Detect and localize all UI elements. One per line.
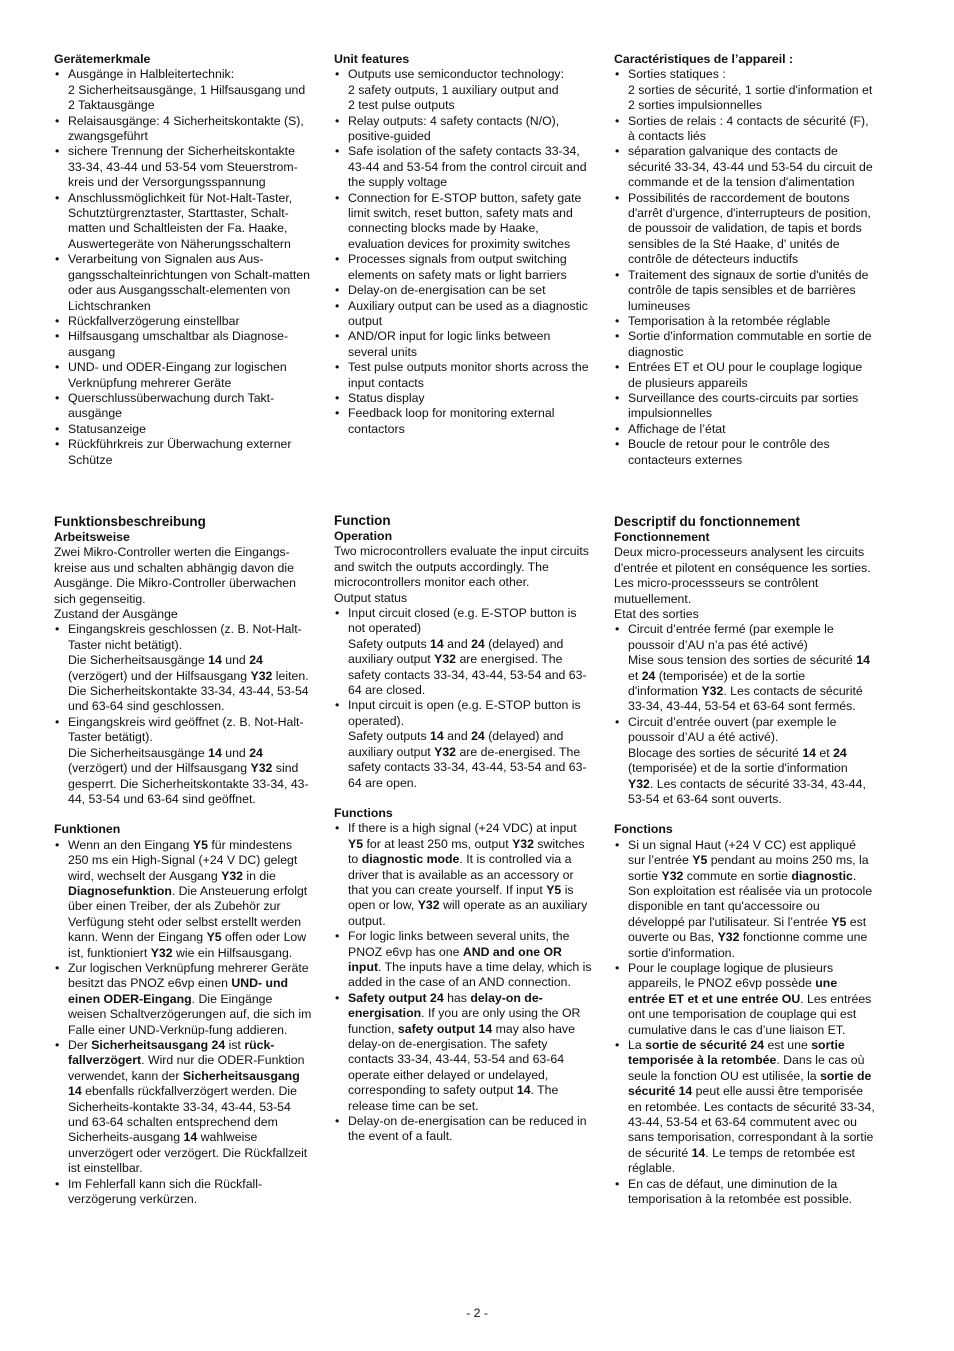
section-title: Function [334,513,391,528]
list-item: • séparation galvanique des contacts de sécurité 33-34, 43-44 und 53-54 du circuit de commande et de la tension d'alimentation [614,144,876,190]
column-en [334,52,592,437]
list-item: • Eingangskreis wird geöffnet (z. B. Not-Halt-Taster betätigt). Die Sicherheitsausgänge 14 und 24 (verzögert) und der Hilfsausgang Y32 sind gesperrt. Die Sicherheitskontakte 33-34, 43-44, 53-54 und 63-64 sind geöffnet. [54,715,312,807]
list-item: • Relaisausgänge: 4 Sicherheitskontakte (S), zwangsgeführt [54,114,312,145]
list-item: • Boucle de retour pour le contrôle des contacteurs externes [614,437,876,468]
list-item: • Rückfallverzögerung einstellbar [54,314,312,329]
list-item: • sichere Trennung der Sicherheitskontakte 33-34, 43-44 und 53-54 vom Steuerstrom-kreis und der Versorgungsspannung [54,144,312,190]
list-item: • UND- und ODER-Eingang zur logischen Verknüpfung mehrerer Geräte [54,360,312,391]
list-item: • Circuit d’entrée fermé (par exemple le poussoir d’AU n’a pas été activé) Mise sous tension des sorties de sécurité 14 et 24 (temporisée) et de la sortie d'information Y32. Les contacts de sécurité 33-34, 43-44, 53-54 et 63-64 sont fermés. [614,622,876,714]
list-item: • Si un signal Haut (+24 V CC) est appliqué sur l’entrée Y5 pendant au moins 250 ms, la sortie Y32 commute en sortie diagnostic. Son exploitation est réalisée via un protocole disponible en tant qu'accessoire ou développé par l'utilisateur. Si l’entrée Y5 est ouverte ou Bas, Y32 fonctionne comme une sortie d'information. [614,838,876,961]
list-item: • Test pulse outputs monitor shorts across the input contacts [334,360,592,391]
list-item: • Sortie d'information commutable en sortie de diagnostic [614,329,876,360]
list-item: • Possibilités de raccordement de boutons d'arrêt d'urgence, d'interrupteurs de position, de poussoir de validation, de tapis et bords sensibles de la Sté Haake, d' unités de contrôle de détecteurs inductifs [614,191,876,268]
list-item: • Input circuit closed (e.g. E-STOP button is not operated) Safety outputs 14 and 24 (delayed) and auxiliary output Y32 are energised. The safety contacts 33-34, 43-44, 53-54 and 63-64 are closed. [334,606,592,698]
list-item: • Safety output 24 has delay-on de-energisation. If you are only using the OR function, safety output 14 may also have delay-on de-energisation. The safety contacts 33-34, 43-44, 53-54 and 63-64 operate either delayed or undelayed, corresponding to safety output 14. The release time can be set. [334,991,592,1114]
function-section-en [334,513,592,1145]
list-item: • AND/OR input for logic links between several units [334,329,592,360]
features-list [614,67,876,468]
outputs-state-label: Etat des sorties [614,607,699,622]
list-item: • Sorties de relais : 4 contacts de sécurité (F), à contacts liés [614,114,876,145]
function-section-de [54,514,312,1207]
list-item: • Zur logischen Verknüpfung mehrerer Geräte besitzt das PNOZ e6vp einen UND- und einen ODER-Eingang. Die Eingänge weisen Schaltverzögerungen auf, die sich im Falle einer UND-Verknüp-fung addieren. [54,961,312,1038]
function-section-fr [614,514,876,1207]
list-item: • Hilfsausgang umschaltbar als Diagnose-ausgang [54,329,312,360]
list-item: • Statusanzeige [54,422,312,437]
section-title: Descriptif du fonctionnement [614,514,800,529]
list-item: • En cas de défaut, une diminution de la temporisation à la retombée est possible. [614,1177,876,1208]
operation-title: Operation [334,529,393,543]
list-item: • Delay-on de-energisation can be reduced in the event of a fault. [334,1114,592,1145]
list-item: • Rückführkreis zur Überwachung externer Schütze [54,437,312,468]
list-item: • Im Fehlerfall kann sich die Rückfall-verzögerung verkürzen. [54,1177,312,1208]
outputs-state-label: Output status [334,590,408,605]
features-list [54,67,312,468]
list-item: • Auxiliary output can be used as a diagnostic output [334,299,592,330]
functions-list [334,821,592,1145]
list-item: • Surveillance des courts-circuits par sorties impulsionnelles [614,391,876,422]
list-item: • La sortie de sécurité 24 est une sortie temporisée à la retombée. Dans le cas où seule la fonction OU est utilisée, la sortie de sécurité 14 peut elle aussi être temporisée en retombée. Les contacts de sécurité 33-34, 43-44, 53-54 et 63-64 commutent avec ou sans temporisation, correspondant à la sortie de sécurité 14. Le temps de retombée est réglable. [614,1038,876,1177]
list-item: • Querschlussüberwachung durch Takt-ausgänge [54,391,312,422]
features-title: Gerätemerkmale [54,52,151,66]
features-title: Caractéristiques de l’appareil : [614,52,794,66]
list-item: • Outputs use semiconductor technology: 2 safety outputs, 1 auxiliary output and 2 test pulse outputs [334,67,592,113]
list-item: • Temporisation à la retombée réglable [614,314,876,329]
list-item: • Sorties statiques : 2 sorties de sécurité, 1 sortie d'information et 2 sorties impulsionnelles [614,67,876,113]
list-item: • Input circuit is open (e.g. E-STOP button is operated). Safety outputs 14 and 24 (delayed) and auxiliary output Y32 are de-energised. The safety contacts 33-34, 43-44, 53-54 and 63-64 are open. [334,698,592,790]
outputs-state-label: Zustand der Ausgänge [54,607,178,622]
list-item: • Eingangskreis geschlossen (z. B. Not-Halt-Taster nicht betätigt). Die Sicherheitsausgänge 14 und 24 (verzögert) und der Hilfsausgang Y32 leiten. Die Sicherheitskontakte 33-34, 43-44, 53-54 und 63-64 sind geschlossen. [54,622,312,714]
operation-text: Zwei Mikro-Controller werten die Eingangs-kreise aus und schalten abhängig davon die Ausgänge. Die Mikro-Controller überwachen sich gegenseitig. [54,545,296,606]
list-item: • Anschlussmöglichkeit für Not-Halt-Taster, Schutztürgrenztaster, Starttaster, Schalt-matten und Schaltleisten der Fa. Haake, Auswertegeräte von Näherungsschaltern [54,191,312,253]
list-item: • Ausgänge in Halbleitertechnik: 2 Sicherheitsausgänge, 1 Hilfsausgang und 2 Taktausgänge [54,67,312,113]
features-list [334,67,592,437]
functions-title: Funktionen [54,822,121,837]
operation-text: Deux micro-processeurs analysent les circuits d'entrée et pilotent en conséquence les sorties. Les micro-processseurs se contrôlent mutuellement. [614,545,871,606]
state-list [54,622,312,807]
features-title: Unit features [334,52,410,66]
column-fr [614,52,876,468]
list-item: • Safe isolation of the safety contacts 33-34, 43-44 and 53-54 from the control circuit and the supply voltage [334,144,592,190]
list-item: • Delay-on de-energisation can be set [334,283,592,298]
operation-title: Arbeitsweise [54,530,130,544]
list-item: • Relay outputs: 4 safety contacts (N/O), positive-guided [334,114,592,145]
list-item: • If there is a high signal (+24 VDC) at input Y5 for at least 250 ms, output Y32 switches to diagnostic mode. It is controlled via a driver that is available as an accessory or that you can create yourself. If input Y5 is open or low, Y32 will operate as an auxiliary output. [334,821,592,929]
functions-title: Fonctions [614,822,673,837]
functions-list [54,838,312,1208]
list-item: • Connection for E-STOP button, safety gate limit switch, reset button, safety mats and connecting blocks made by Haake, evaluation devices for proximity switches [334,191,592,253]
list-item: • Der Sicherheitsausgang 24 ist rück-fallverzögert. Wird nur die ODER-Funktion verwendet, kann der Sicherheitsausgang 14 ebenfalls rückfallverzögert werden. Die Sicherheits-kontakte 33-34, 43-44, 53-54 und 63-64 schalten entsprechend dem Sicherheits-ausgang 14 wahlweise unverzögert oder verzögert. Die Rückfallzeit ist einstellbar. [54,1038,312,1177]
list-item: • Affichage de l’état [614,422,876,437]
functions-list [614,838,876,1208]
list-item: • For logic links between several units, the PNOZ e6vp has one AND and one OR input. The inputs have a time delay, which is added in the case of an AND connection. [334,929,592,991]
list-item: • Status display [334,391,592,406]
functions-title: Functions [334,805,393,820]
list-item: • Processes signals from output switching elements on safety mats or light barriers [334,252,592,283]
operation-title: Fonctionnement [614,530,710,544]
operation-text: Two microcontrollers evaluate the input circuits and switch the outputs accordingly. The microcontrollers monitor each other. [334,544,589,590]
state-list [334,606,592,791]
list-item: • Wenn an den Eingang Y5 für mindestens 250 ms ein High-Signal (+24 V DC) gelegt wird, wechselt der Ausgang Y32 in die Diagnosefunktion. Die Ansteuerung erfolgt über einen Treiber, der als Zubehör zur Verfügung steht oder selbst erstellt werden kann. Wenn der Eingang Y5 offen oder Low ist, funktioniert Y32 wie ein Hilfsausgang. [54,838,312,961]
list-item: • Traitement des signaux de sortie d'unités de contrôle de tapis sensibles et de barrières lumineuses [614,268,876,314]
list-item: • Pour le couplage logique de plusieurs appareils, le PNOZ e6vp possède une entrée ET et et une entrée OU. Les entrées ont une temporisation de couplage qui est cumulative dans le cas d’une liaison ET. [614,961,876,1038]
list-item: • Circuit d’entrée ouvert (par exemple le poussoir d’AU a été activé). Blocage des sorties de sécurité 14 et 24 (temporisée) et de la sortie d'information Y32. Les contacts de sécurité 33-34, 43-44, 53-54 et 63-64 sont ouverts. [614,715,876,807]
list-item: • Feedback loop for monitoring external contactors [334,406,592,437]
section-title: Funktionsbeschreibung [54,514,206,529]
state-list [614,622,876,807]
list-item: • Entrées ET et OU pour le couplage logique de plusieurs appareils [614,360,876,391]
column-de [54,52,312,468]
page-number: - 2 - [466,1306,488,1320]
list-item: • Verarbeitung von Signalen aus Aus-gangsschalteinrichtungen von Schalt-matten oder aus Ausgangsschalt-elementen von Lichtschranken [54,252,312,314]
